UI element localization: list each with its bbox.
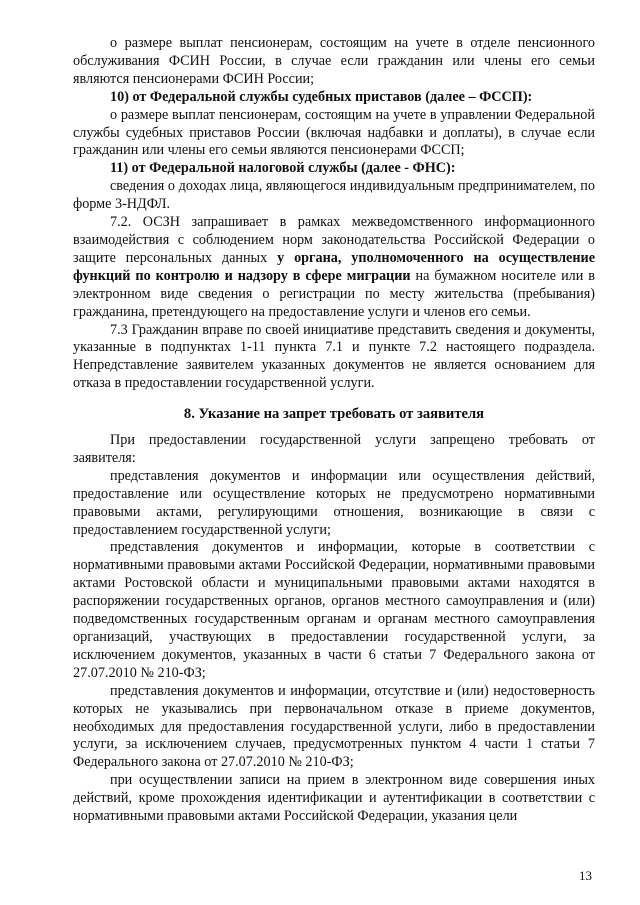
paragraph-7-3: 7.3 Гражданин вправе по своей инициативе представить сведения и документы, указанные в подпунктах 1-11 пункта 7.1 и пункте 7.2 настоящего подраздела. Непредставление заявителем указанных документов не является основанием для отказа в предоставлении государственной услуги.: [73, 321, 595, 392]
paragraph-fsin-payments: о размере выплат пенсионерам, состоящим на учете в отделе пенсионного обслуживания ФСИН России, в случае если гражданин или члены его семьи являются пенсионерами ФСИН России;: [73, 35, 595, 87]
document-page: [73, 35, 595, 826]
paragraph-prohibition-1: представления документов и информации или осуществления действий, предоставление или осуществление которых не предусмотрено нормативными правовыми актами, регулирующими отношения, возникающие в связи с предоставлением государственной услуги;: [73, 467, 595, 538]
paragraph-prohibition-3: представления документов и информации, отсутствие и (или) недостоверность которых не указывались при первоначальном отказе в приеме документов, необходимых для предоставления государственной услуги, либо в предоставлении услуги, за исключением случаев, предусмотренных пунктом 4 части 1 статьи 7 Федерального закона от 27.07.2010 № 210-ФЗ;: [73, 682, 595, 771]
paragraph-7-2-bold-text: у органа, уполномоченного на осуществление функций по контролю и надзору в сфере миграции: [73, 249, 595, 284]
paragraph-prohibition-4: при осуществлении записи на прием в электронном виде совершения иных действий, кроме прохождения идентификации и аутентификации в соответствии с нормативными правовыми актами Российской Федерации, указания цели: [73, 772, 595, 825]
paragraph-fssp-payments: о размере выплат пенсионерам, состоящим на учете в управлении Федеральной службы судебных приставов России (включая надбавки и доплаты), в случае если гражданин или члены его семьи являются пенсионерами ФССП;: [73, 106, 595, 159]
paragraph-prohibition-intro: При предоставлении государственной услуги запрещено требовать от заявителя:: [73, 432, 595, 466]
section-title: 8. Указание на запрет требовать от заявителя: [183, 406, 485, 423]
paragraph-7-2-text-end: на бумажном носителе или в электронном виде сведения о регистрации по месту жительства (пребывания) гражданина, претендующего на предоставление услуги и членов его семьи.: [73, 267, 595, 320]
paragraph-7-2-text-start: 7.2. ОСЗН запрашивает в рамках межведомственного информационного взаимодействия с соблюдением норм законодательства Российской Федерации о защите персональных данных: [73, 214, 595, 266]
heading-fns: 11) от Федеральной налоговой службы (далее - ФНС):: [110, 160, 456, 177]
heading-fssp: 10) от Федеральной службы судебных приставов (далее – ФССП):: [110, 88, 533, 105]
page-number: 13: [579, 868, 592, 883]
paragraph-prohibition-2: представления документов и информации, которые в соответствии с нормативными правовыми актами Российской Федерации, нормативными правовыми актами Ростовской области и муниципальными правовыми актами находятся в распоряжении государственных органов, органов местного самоуправления и (или) подведомственных государственным органам и органам местного самоуправления организаций, участвующих в предоставлении государственной услуги, за исключением документов, указанных в части 6 статьи 7 Федерального закона от 27.07.2010 № 210-ФЗ;: [73, 539, 595, 681]
paragraph-fns-income: сведения о доходах лица, являющегося индивидуальным предпринимателем, по форме 3-НДФЛ.: [73, 178, 595, 213]
paragraph-7-2: [73, 214, 595, 321]
